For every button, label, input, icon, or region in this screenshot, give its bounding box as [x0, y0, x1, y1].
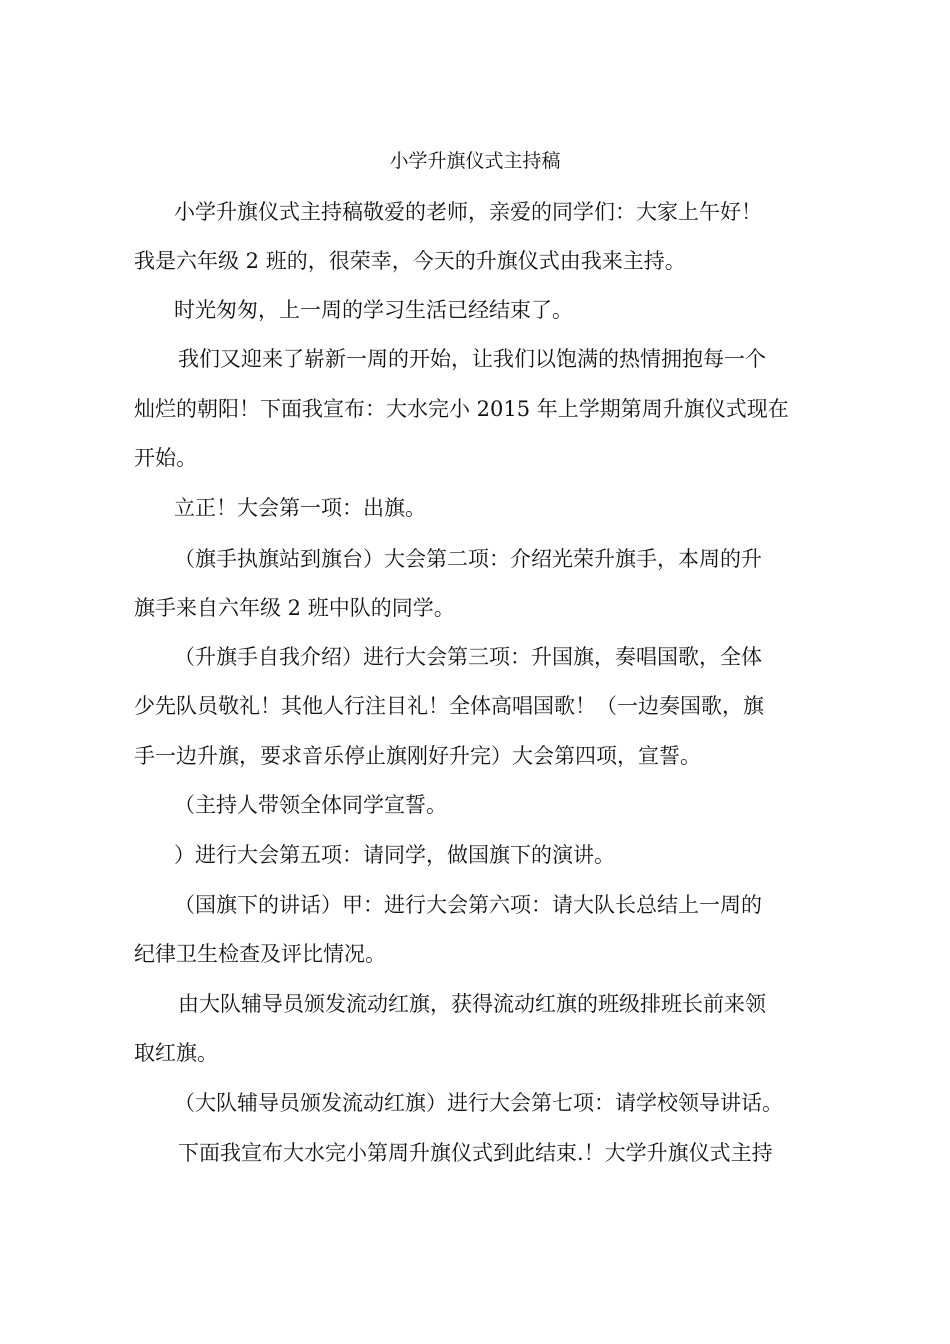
paragraph-line: （升旗手自我介绍）进行大会第三项：升国旗，奏唱国歌，全体	[174, 645, 762, 669]
paragraph-line: （大队辅导员颁发流动红旗）进行大会第七项：请学校领导讲话。	[174, 1091, 783, 1115]
paragraph-line: 时光匆匆，上一周的学习生活已经结束了。	[174, 298, 573, 322]
paragraph-line: 由大队辅导员颁发流动红旗，获得流动红旗的班级排班长前来领	[178, 992, 766, 1016]
paragraph-line: 下面我宣布大水完小第周升旗仪式到此结束.！大学升旗仪式主持	[178, 1141, 773, 1165]
paragraph-line: 少先队员敬礼！其他人行注目礼！全体高唱国歌！（一边奏国歌，旗	[134, 694, 764, 718]
paragraph-line: 纪律卫生检查及评比情况。	[134, 942, 386, 966]
paragraph-line: （主持人带领全体同学宣誓。	[174, 793, 447, 817]
paragraph-line: 旗手来自六年级 2 班中队的同学。	[134, 596, 455, 620]
paragraph-line: 我是六年级 2 班的，很荣幸，今天的升旗仪式由我来主持。	[134, 249, 686, 273]
paragraph-line: 开始。	[134, 446, 197, 470]
paragraph-line: 取红旗。	[134, 1041, 218, 1065]
paragraph-line: 我们又迎来了崭新一周的开始，让我们以饱满的热情拥抱每一个	[178, 347, 766, 371]
paragraph-line: 灿烂的朝阳！下面我宣布：大水完小 2015 年上学期第周升旗仪式现在	[134, 397, 789, 421]
paragraph-line: （国旗下的讲话）甲：进行大会第六项：请大队长总结上一周的	[174, 893, 762, 917]
paragraph-line: （旗手执旗站到旗台）大会第二项：介绍光荣升旗手，本周的升	[174, 547, 762, 571]
paragraph-line: 手一边升旗，要求音乐停止旗刚好升完）大会第四项，宣誓。	[134, 744, 701, 768]
paragraph-line: ）进行大会第五项：请同学，做国旗下的演讲。	[174, 843, 615, 867]
document-title: 小学升旗仪式主持稿	[389, 150, 561, 172]
paragraph-line: 小学升旗仪式主持稿敬爱的老师，亲爱的同学们：大家上午好！	[174, 200, 762, 224]
paragraph-line: 立正！大会第一项：出旗。	[174, 496, 426, 520]
